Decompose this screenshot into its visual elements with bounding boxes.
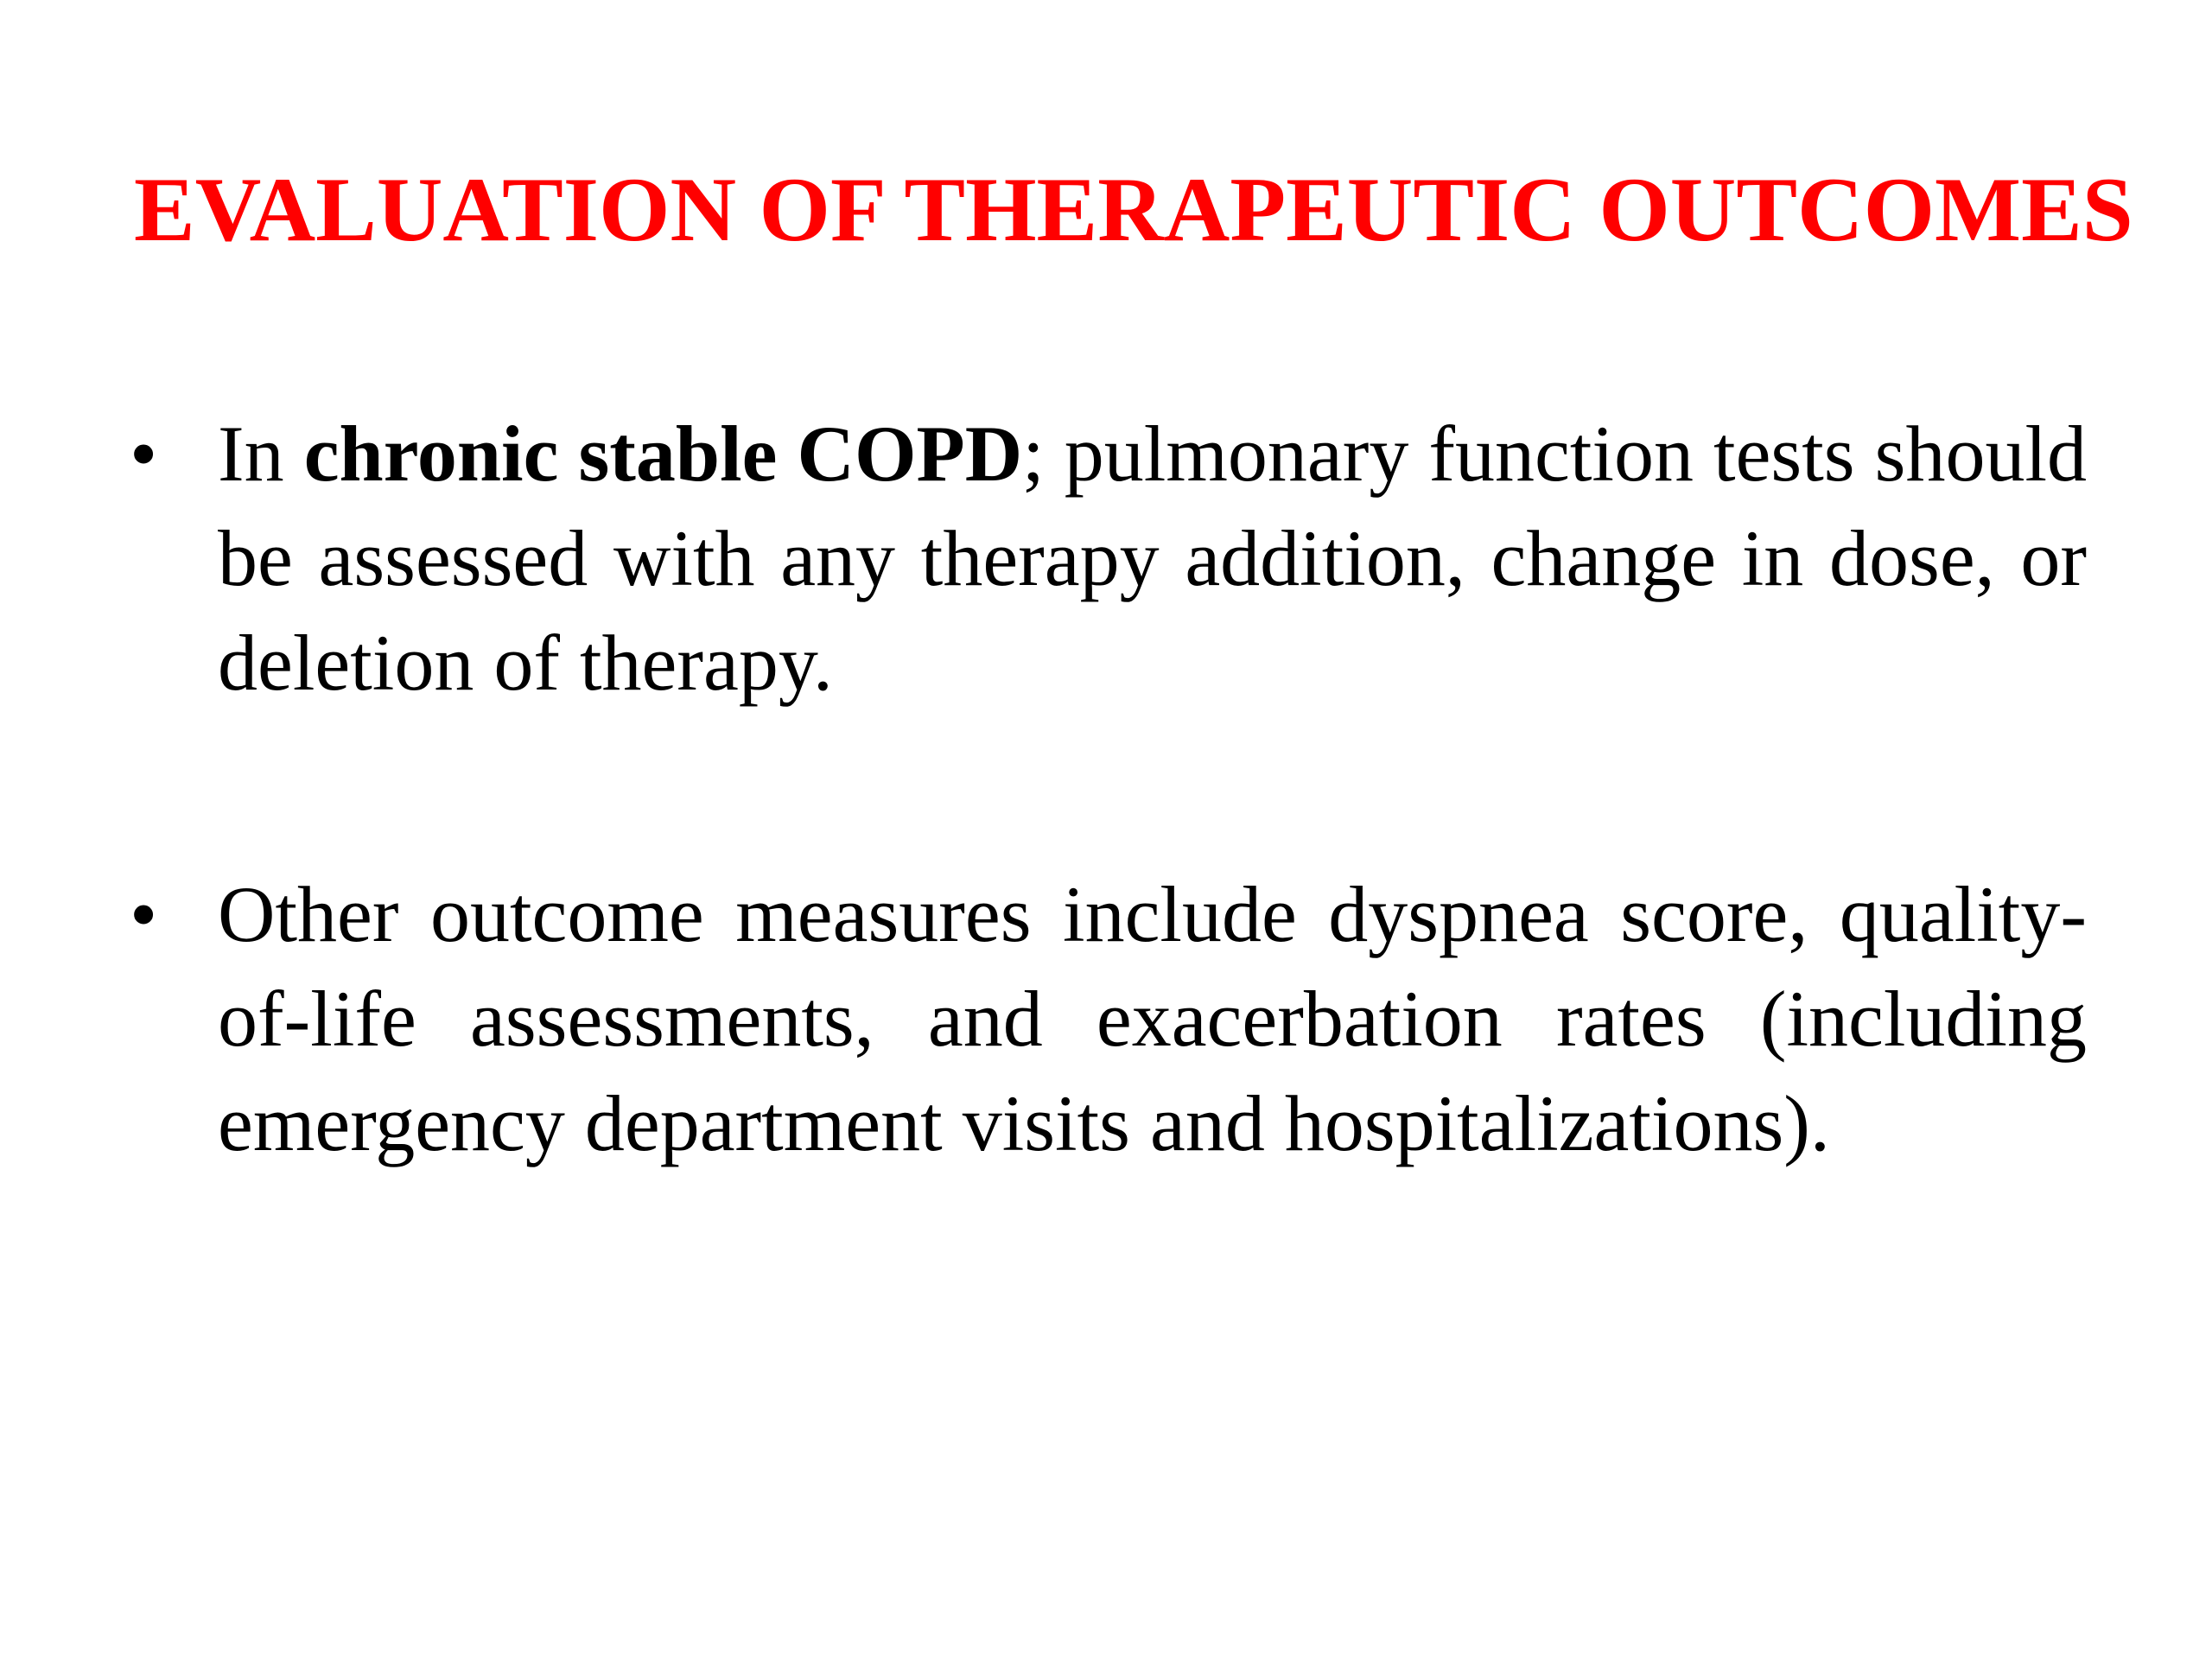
bullet-dot-icon: • [130,410,158,498]
bullet-text-prefix: In [218,410,304,498]
slide-title: EVALUATION OF THERAPEUTIC OUTCOMES [134,159,2133,260]
bullet-item-copd-tests [130,402,2087,715]
bullet-emphasis: chronic stable COPD [303,410,1023,498]
bullet-text-suffix: ; pulmonary function tests should be assessed with any therapy addition, change in dose, or deletion of therapy. [218,410,2088,707]
bullet-text: Other outcome measures include dyspnea score, quality-of-life assessments, and exacerbation rates (including emergency department visits and hospitalizations). [218,870,2087,1167]
bullet-item-outcome-measures [130,862,2087,1176]
bullet-dot-icon: • [130,870,158,958]
bullet-list [130,402,2087,1176]
